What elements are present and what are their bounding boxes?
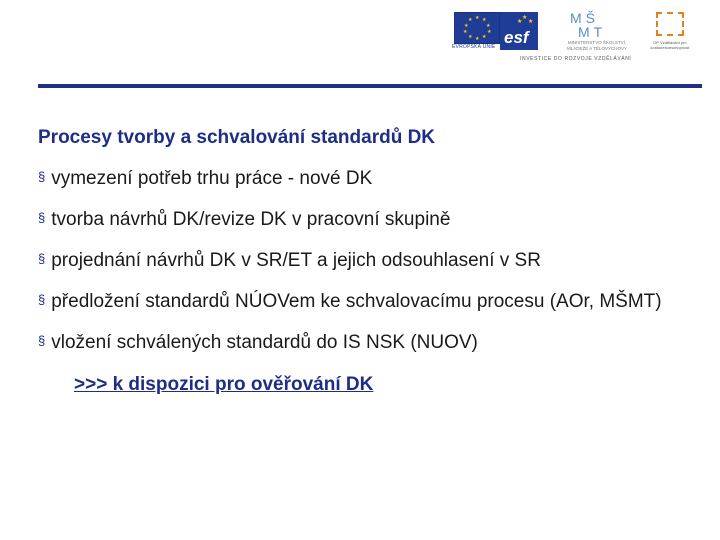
bullet-item [38, 330, 698, 354]
op-label: OP Vzdělávání pro konkurenceschopnost [650, 40, 690, 50]
eu-flag-logo: ★ ★ ★ ★ ★ ★ ★ ★ ★ ★ [454, 12, 500, 44]
esf-logo: ★ ★ ★ esf [500, 12, 538, 50]
bullet-item [38, 166, 698, 190]
msmt-mark-top: MŠ [570, 10, 599, 26]
bullet-mark-icon: § [38, 169, 46, 184]
esf-text: esf [504, 28, 529, 47]
bullet-item [38, 248, 698, 272]
dispozice-link[interactable]: >>> k dispozici pro ověřování DK [74, 374, 374, 395]
bullet-list [38, 166, 698, 371]
partner-logos [450, 8, 710, 68]
msmt-mark-bottom: MT [578, 24, 607, 40]
slide-title: Procesy tvorby a schvalování standardů DK [38, 127, 436, 148]
bullet-item [38, 289, 698, 313]
msmt-label: MINISTERSTVO ŠKOLSTVÍ, MLÁDEŽE A TĚLOVÝCHOVY [567, 40, 627, 51]
invest-tagline: INVESTICE DO ROZVOJE VZDĚLÁVÁNÍ [520, 56, 632, 62]
bullet-text: tvorba návrhů DK/revize DK v pracovní skupině [51, 209, 451, 230]
bullet-mark-icon: § [38, 292, 46, 307]
msmt-logo [562, 10, 632, 54]
op-vk-logo [646, 10, 694, 50]
bullet-text: projednání návrhů DK v SR/ET a jejich odsouhlasení v SR [51, 250, 541, 271]
bullet-item [38, 207, 698, 231]
bullet-mark-icon: § [38, 251, 46, 266]
header-divider [38, 84, 702, 88]
eu-label: EVROPSKÁ UNIE [452, 44, 496, 50]
bullet-text: vymezení potřeb trhu práce - nové DK [51, 168, 373, 189]
bullet-mark-icon: § [38, 210, 46, 225]
bullet-text: předložení standardů NÚOVem ke schvalovacímu procesu (AOr, MŠMT) [51, 291, 662, 312]
bullet-text: vložení schválených standardů do IS NSK (NUOV) [51, 332, 478, 353]
bullet-mark-icon: § [38, 333, 46, 348]
